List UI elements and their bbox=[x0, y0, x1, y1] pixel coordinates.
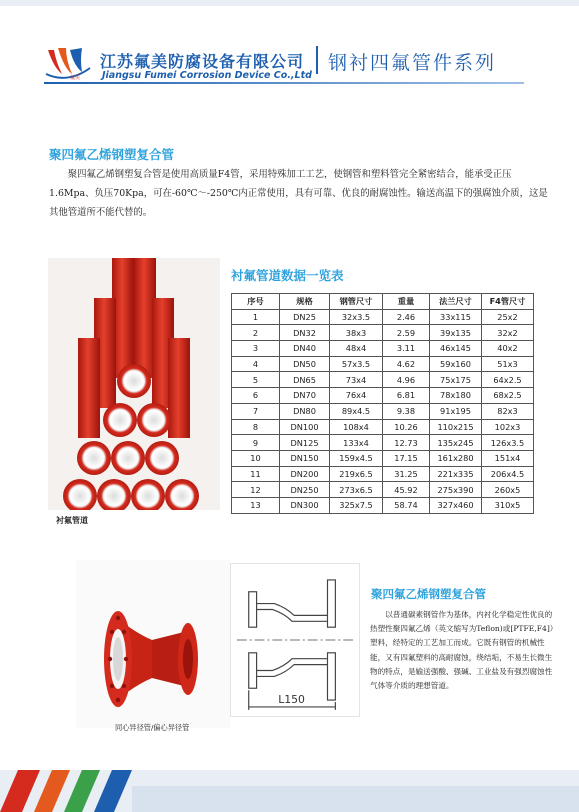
table-cell: 7 bbox=[232, 403, 280, 419]
table-cell: 310x5 bbox=[482, 497, 534, 513]
table-cell: 110x215 bbox=[430, 419, 482, 435]
drawing-dimension-label: L150 bbox=[278, 693, 305, 707]
table-cell: DN80 bbox=[280, 403, 330, 419]
table-row bbox=[232, 356, 534, 372]
table-cell: 38x3 bbox=[330, 325, 383, 341]
header-rule bbox=[44, 82, 524, 84]
table-cell: DN25 bbox=[280, 309, 330, 325]
table-cell: 159x4.5 bbox=[330, 450, 383, 466]
table-cell: 64x2.5 bbox=[482, 372, 534, 388]
table-cell: 102x3 bbox=[482, 419, 534, 435]
table-cell: 32x3.5 bbox=[330, 309, 383, 325]
table-cell: 48x4 bbox=[330, 341, 383, 357]
reducer-photo-caption: 同心异径管/偏心异径管 bbox=[115, 723, 190, 732]
table-cell: 2.59 bbox=[383, 325, 430, 341]
table-cell: 3 bbox=[232, 341, 280, 357]
table-cell: 219x6.5 bbox=[330, 466, 383, 482]
table-cell: 33x115 bbox=[430, 309, 482, 325]
table-cell: DN250 bbox=[280, 482, 330, 498]
col-header-spec: 规格 bbox=[280, 294, 330, 310]
table-cell: 327x460 bbox=[430, 497, 482, 513]
table-cell: DN100 bbox=[280, 419, 330, 435]
table-row bbox=[232, 372, 534, 388]
table-row bbox=[232, 309, 534, 325]
section2-heading: 聚四氟乙烯钢塑复合管 bbox=[371, 587, 486, 601]
col-header-weight: 重量 bbox=[383, 294, 430, 310]
intro-paragraph: 聚四氟乙烯钢塑复合管是使用高质量F4管，采用特殊加工工艺，使钢管和塑料管完全紧密结合，能承受正压1.6Mpa、负压70Kpa，可在-60℃～-250℃内正常使用，具有可靠、优良的耐腐蚀性。输送高温下的强腐蚀介质，这是其他管道所不能代替的。 bbox=[49, 169, 548, 218]
table-cell: 25x2 bbox=[482, 309, 534, 325]
table-cell: 57x3.5 bbox=[330, 356, 383, 372]
pipe-photo-caption: 衬氟管道 bbox=[56, 516, 88, 525]
col-header-steel-size: 钢管尺寸 bbox=[330, 294, 383, 310]
table-cell: 17.15 bbox=[383, 450, 430, 466]
table-cell: DN65 bbox=[280, 372, 330, 388]
reducer-photo bbox=[76, 560, 230, 728]
table-cell: 89x4.5 bbox=[330, 403, 383, 419]
table-cell: DN300 bbox=[280, 497, 330, 513]
table-cell: 151x4 bbox=[482, 450, 534, 466]
table-cell: 273x6.5 bbox=[330, 482, 383, 498]
table-cell: 39x135 bbox=[430, 325, 482, 341]
table-row bbox=[232, 341, 534, 357]
table-cell: 133x4 bbox=[330, 435, 383, 451]
pipe-data-table bbox=[231, 293, 534, 514]
table-cell: 1 bbox=[232, 309, 280, 325]
table-cell: 91x195 bbox=[430, 403, 482, 419]
table-cell: DN40 bbox=[280, 341, 330, 357]
table-cell: 108x4 bbox=[330, 419, 383, 435]
col-header-index: 序号 bbox=[232, 294, 280, 310]
table-cell: 32x2 bbox=[482, 325, 534, 341]
table-row bbox=[232, 466, 534, 482]
table-row bbox=[232, 482, 534, 498]
table-cell: DN125 bbox=[280, 435, 330, 451]
table-cell: 11 bbox=[232, 466, 280, 482]
table-cell: 4.62 bbox=[383, 356, 430, 372]
table-cell: 76x4 bbox=[330, 388, 383, 404]
table-cell: 13 bbox=[232, 497, 280, 513]
table-row bbox=[232, 388, 534, 404]
table-cell: 78x180 bbox=[430, 388, 482, 404]
table-cell: 275x390 bbox=[430, 482, 482, 498]
table-cell: 4 bbox=[232, 356, 280, 372]
table-row bbox=[232, 419, 534, 435]
top-border-strip bbox=[0, 0, 579, 6]
table-cell: 82x3 bbox=[482, 403, 534, 419]
table-cell: DN200 bbox=[280, 466, 330, 482]
header-divider bbox=[316, 46, 318, 74]
company-name-cn: 江苏氟美防腐设备有限公司 bbox=[100, 52, 305, 71]
table-cell: 2.46 bbox=[383, 309, 430, 325]
table-cell: 9 bbox=[232, 435, 280, 451]
table-cell: 68x2.5 bbox=[482, 388, 534, 404]
table-title: 衬氟管道数据一览表 bbox=[231, 268, 344, 283]
intro-heading: 聚四氟乙烯钢塑复合管 bbox=[49, 147, 175, 162]
table-cell: 40x2 bbox=[482, 341, 534, 357]
table-cell: 12.73 bbox=[383, 435, 430, 451]
table-cell: 3.11 bbox=[383, 341, 430, 357]
table-cell: DN150 bbox=[280, 450, 330, 466]
pipe-stack-photo bbox=[48, 258, 220, 510]
table-cell: 5 bbox=[232, 372, 280, 388]
table-header-row bbox=[232, 294, 534, 310]
col-header-f4-size: F4管尺寸 bbox=[482, 294, 534, 310]
table-row bbox=[232, 403, 534, 419]
company-name-en: Jiangsu Fumei Corrosion Device Co.,Ltd bbox=[102, 70, 312, 81]
table-cell: 221x335 bbox=[430, 466, 482, 482]
table-cell: 12 bbox=[232, 482, 280, 498]
table-cell: 31.25 bbox=[383, 466, 430, 482]
footer-decoration bbox=[0, 770, 579, 812]
series-title: 钢衬四氟管件系列 bbox=[328, 52, 497, 74]
table-cell: 325x7.5 bbox=[330, 497, 383, 513]
table-row bbox=[232, 497, 534, 513]
table-cell: 59x160 bbox=[430, 356, 482, 372]
table-cell: 161x280 bbox=[430, 450, 482, 466]
table-row bbox=[232, 450, 534, 466]
col-header-flange-size: 法兰尺寸 bbox=[430, 294, 482, 310]
table-cell: 4.96 bbox=[383, 372, 430, 388]
table-cell: 126x3.5 bbox=[482, 435, 534, 451]
table-cell: 2 bbox=[232, 325, 280, 341]
table-cell: 135x245 bbox=[430, 435, 482, 451]
table-cell: 6 bbox=[232, 388, 280, 404]
table-cell: 73x4 bbox=[330, 372, 383, 388]
table-cell: 8 bbox=[232, 419, 280, 435]
table-cell: 10 bbox=[232, 450, 280, 466]
table-cell: 206x4.5 bbox=[482, 466, 534, 482]
table-row bbox=[232, 325, 534, 341]
table-cell: 75x175 bbox=[430, 372, 482, 388]
table-cell: 45.92 bbox=[383, 482, 430, 498]
table-row bbox=[232, 435, 534, 451]
table-cell: 10.26 bbox=[383, 419, 430, 435]
table-cell: 6.81 bbox=[383, 388, 430, 404]
reducer-technical-drawing bbox=[230, 563, 360, 717]
table-cell: 46x145 bbox=[430, 341, 482, 357]
table-cell: DN70 bbox=[280, 388, 330, 404]
table-cell: DN50 bbox=[280, 356, 330, 372]
section2-paragraph: 以普通碳素钢管作为基体，内衬化学稳定性优良的热塑性聚四氟乙烯（英文缩写为Teflon)或[PTFE,F4]）塑料，经特定的工艺加工而成。它既有钢管的机械性能，又有四氟塑料的高耐腐蚀，绕结垢，不易生长微生物的特点，是输送强酸、强碱、工业盐及有强烈腐蚀性气体等介质的理想管道。 bbox=[370, 610, 554, 691]
table-cell: 51x3 bbox=[482, 356, 534, 372]
company-logo bbox=[44, 44, 92, 80]
logo-text: 氟美 bbox=[70, 75, 81, 80]
table-cell: DN32 bbox=[280, 325, 330, 341]
table-body bbox=[232, 309, 534, 513]
table-cell: 58.74 bbox=[383, 497, 430, 513]
table-cell: 260x5 bbox=[482, 482, 534, 498]
table-cell: 9.38 bbox=[383, 403, 430, 419]
